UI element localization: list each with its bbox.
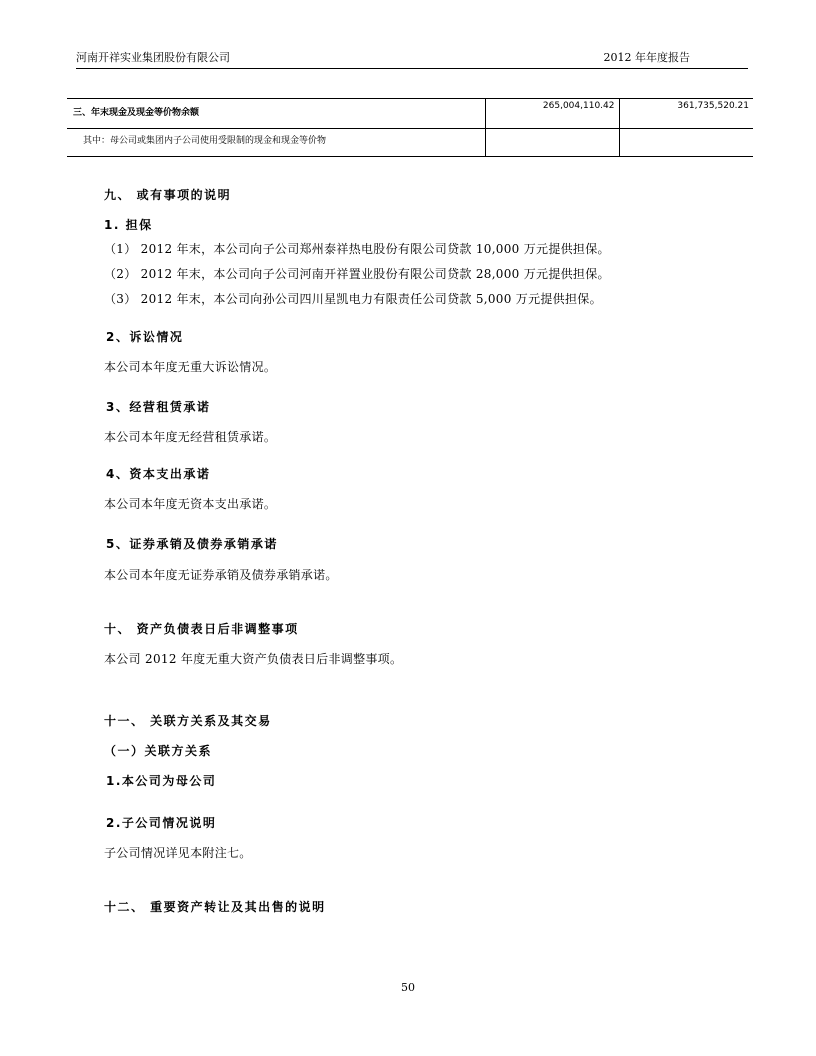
guarantee-item-3: （3） 2012 年末，本公司向孙公司四川星凯电力有限责任公司贷款 5,000 万元提供担保。 — [104, 292, 602, 306]
row-label: 其中：母公司或集团内子公司使用受限制的现金和现金等价物 — [67, 129, 485, 157]
subsidiary-item: 2.子公司情况说明 — [106, 816, 217, 830]
row-value-prior — [619, 129, 753, 157]
header-company: 河南开祥实业集团股份有限公司 — [76, 51, 230, 64]
table-row — [67, 99, 753, 129]
related-party-subtitle: （一）关联方关系 — [104, 744, 213, 758]
lease-body: 本公司本年度无经营租赁承诺。 — [104, 430, 277, 444]
parent-company-item: 1.本公司为母公司 — [106, 774, 217, 788]
section-10-body: 本公司 2012 年度无重大资产负债表日后非调整事项。 — [104, 652, 403, 666]
capex-body: 本公司本年度无资本支出承诺。 — [104, 497, 277, 511]
page-header — [76, 50, 748, 69]
litigation-body: 本公司本年度无重大诉讼情况。 — [104, 360, 277, 374]
subsidiary-body: 子公司情况详见本附注七。 — [104, 846, 252, 860]
header-report-title: 2012 年年度报告 — [603, 51, 690, 64]
table-row — [67, 129, 753, 157]
capex-title: 4、资本支出承诺 — [106, 467, 211, 481]
row-value-current — [485, 129, 619, 157]
guarantee-item-1: （1） 2012 年末，本公司向子公司郑州泰祥热电股份有限公司贷款 10,000 万元提供担保。 — [104, 242, 610, 256]
row-value-prior: 361,735,520.21 — [619, 99, 753, 129]
lease-title: 3、经营租赁承诺 — [106, 400, 211, 414]
row-label: 三、年末现金及现金等价物余额 — [67, 99, 485, 129]
cash-balance-table — [67, 98, 753, 157]
page-number: 50 — [401, 981, 415, 994]
litigation-title: 2、诉讼情况 — [106, 330, 184, 344]
section-10-title: 十、 资产负债表日后非调整事项 — [104, 622, 299, 636]
underwriting-body: 本公司本年度无证券承销及债券承销承诺。 — [104, 568, 338, 582]
guarantee-item-2: （2） 2012 年末，本公司向子公司河南开祥置业股份有限公司贷款 28,000 万元提供担保。 — [104, 267, 610, 281]
guarantee-title: 1. 担保 — [104, 218, 153, 232]
row-value-current: 265,004,110.42 — [485, 99, 619, 129]
section-12-title: 十二、 重要资产转让及其出售的说明 — [104, 900, 326, 914]
section-9-title: 九、 或有事项的说明 — [104, 188, 232, 202]
underwriting-title: 5、证券承销及债券承销承诺 — [106, 537, 278, 551]
section-11-title: 十一、 关联方关系及其交易 — [104, 714, 272, 728]
